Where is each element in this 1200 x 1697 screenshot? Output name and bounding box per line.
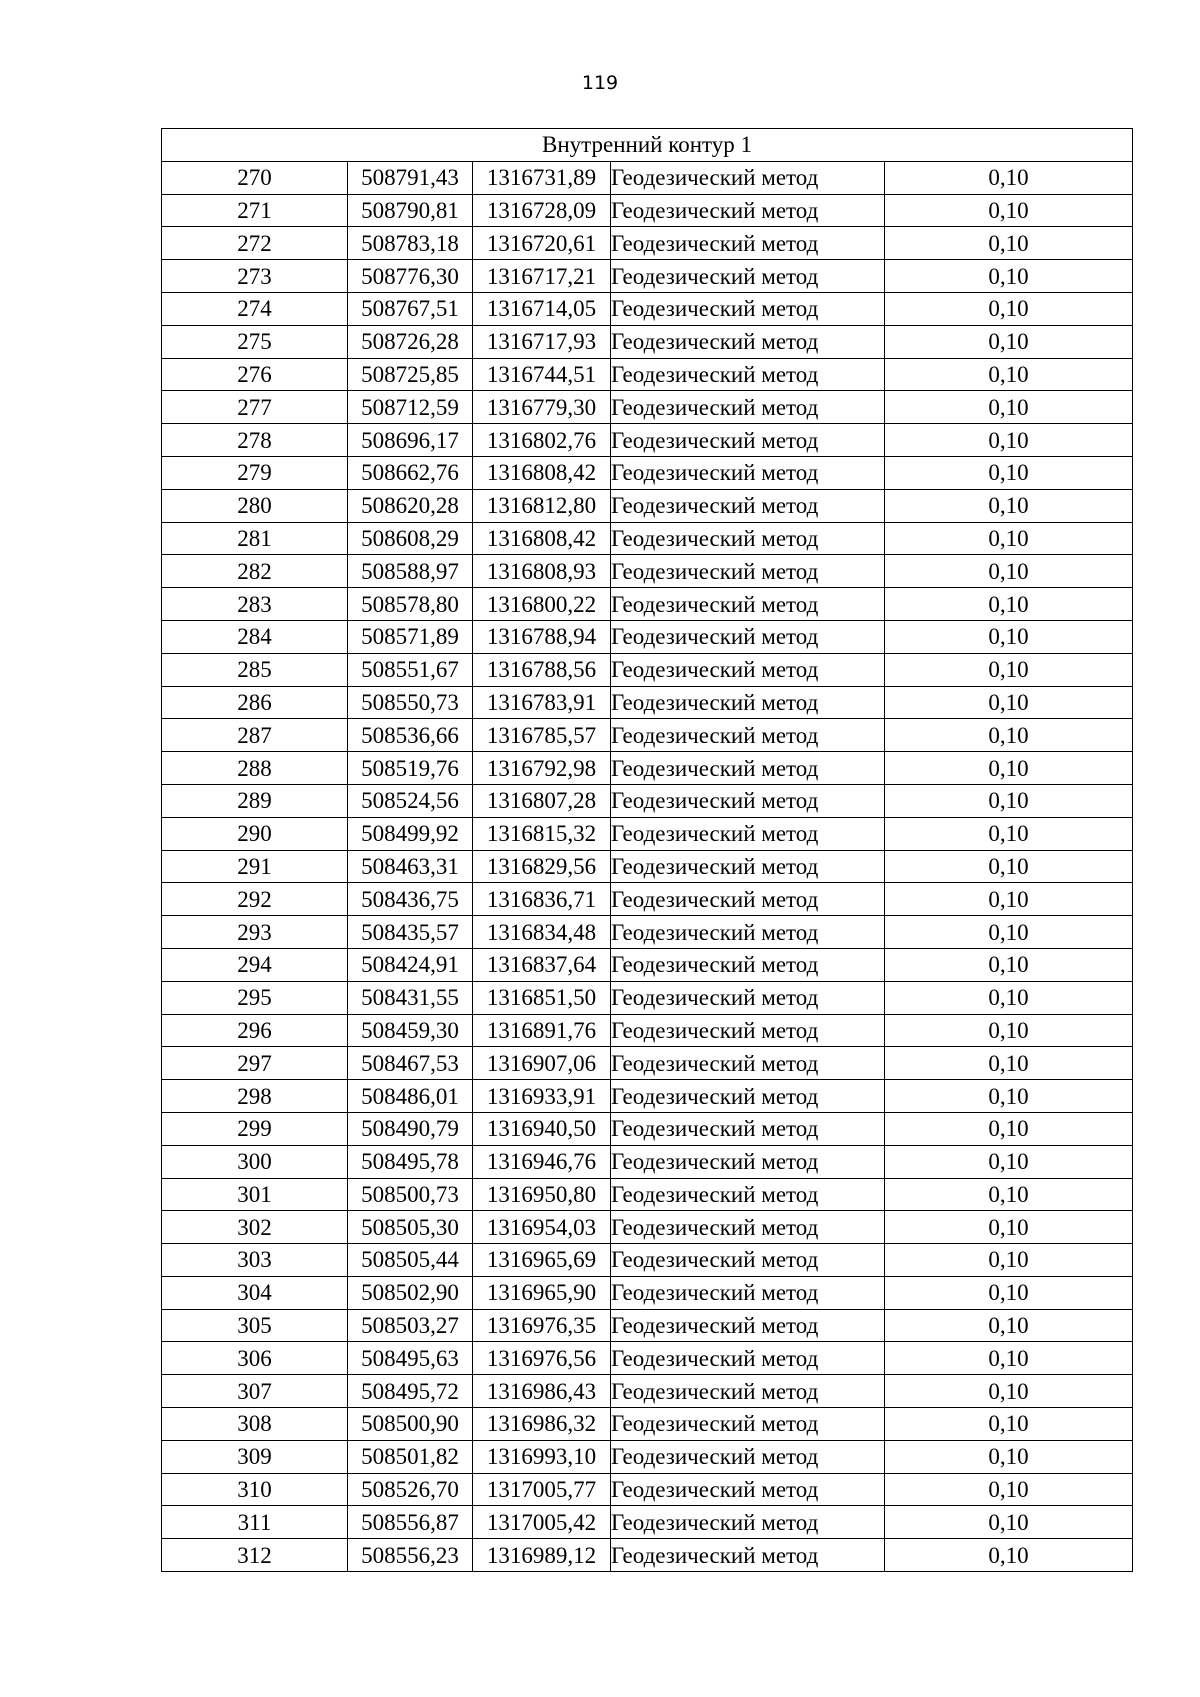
x-coordinate-cell: 508551,67 [348, 653, 473, 686]
x-coordinate-cell: 508783,18 [348, 227, 473, 260]
accuracy-cell: 0,10 [885, 1112, 1133, 1145]
y-coordinate-cell: 1316829,56 [473, 850, 611, 883]
x-coordinate-cell: 508436,75 [348, 883, 473, 916]
accuracy-cell: 0,10 [885, 456, 1133, 489]
point-number-cell: 306 [162, 1342, 348, 1375]
x-coordinate-cell: 508556,87 [348, 1506, 473, 1539]
table-row [162, 1506, 1133, 1539]
accuracy-cell: 0,10 [885, 1539, 1133, 1572]
accuracy-cell: 0,10 [885, 981, 1133, 1014]
accuracy-cell: 0,10 [885, 1408, 1133, 1441]
accuracy-cell: 0,10 [885, 1342, 1133, 1375]
table-row [162, 1014, 1133, 1047]
y-coordinate-cell: 1317005,42 [473, 1506, 611, 1539]
method-cell: Геодезический метод [611, 1014, 885, 1047]
point-number-cell: 285 [162, 653, 348, 686]
y-coordinate-cell: 1316965,90 [473, 1276, 611, 1309]
y-coordinate-cell: 1316976,56 [473, 1342, 611, 1375]
method-cell: Геодезический метод [611, 588, 885, 621]
y-coordinate-cell: 1316788,94 [473, 620, 611, 653]
point-number-cell: 292 [162, 883, 348, 916]
x-coordinate-cell: 508505,44 [348, 1244, 473, 1277]
table-row [162, 1440, 1133, 1473]
x-coordinate-cell: 508578,80 [348, 588, 473, 621]
point-number-cell: 308 [162, 1408, 348, 1441]
y-coordinate-cell: 1317005,77 [473, 1473, 611, 1506]
y-coordinate-cell: 1316940,50 [473, 1112, 611, 1145]
point-number-cell: 274 [162, 292, 348, 325]
method-cell: Геодезический метод [611, 752, 885, 785]
method-cell: Геодезический метод [611, 1211, 885, 1244]
accuracy-cell: 0,10 [885, 1211, 1133, 1244]
table-row [162, 1276, 1133, 1309]
point-number-cell: 295 [162, 981, 348, 1014]
point-number-cell: 300 [162, 1145, 348, 1178]
table-row [162, 1112, 1133, 1145]
accuracy-cell: 0,10 [885, 916, 1133, 949]
y-coordinate-cell: 1316802,76 [473, 424, 611, 457]
method-cell: Геодезический метод [611, 1080, 885, 1113]
accuracy-cell: 0,10 [885, 653, 1133, 686]
accuracy-cell: 0,10 [885, 391, 1133, 424]
table-row [162, 292, 1133, 325]
method-cell: Геодезический метод [611, 948, 885, 981]
accuracy-cell: 0,10 [885, 719, 1133, 752]
x-coordinate-cell: 508486,01 [348, 1080, 473, 1113]
method-cell: Геодезический метод [611, 292, 885, 325]
method-cell: Геодезический метод [611, 161, 885, 194]
y-coordinate-cell: 1316717,21 [473, 260, 611, 293]
table-row [162, 424, 1133, 457]
accuracy-cell: 0,10 [885, 948, 1133, 981]
point-number-cell: 294 [162, 948, 348, 981]
accuracy-cell: 0,10 [885, 1506, 1133, 1539]
point-number-cell: 275 [162, 325, 348, 358]
point-number-cell: 270 [162, 161, 348, 194]
accuracy-cell: 0,10 [885, 489, 1133, 522]
x-coordinate-cell: 508550,73 [348, 686, 473, 719]
method-cell: Геодезический метод [611, 620, 885, 653]
y-coordinate-cell: 1316744,51 [473, 358, 611, 391]
y-coordinate-cell: 1316800,22 [473, 588, 611, 621]
point-number-cell: 281 [162, 522, 348, 555]
y-coordinate-cell: 1316837,64 [473, 948, 611, 981]
method-cell: Геодезический метод [611, 1539, 885, 1572]
table-row [162, 784, 1133, 817]
point-number-cell: 301 [162, 1178, 348, 1211]
table-row [162, 588, 1133, 621]
table-row [162, 916, 1133, 949]
x-coordinate-cell: 508459,30 [348, 1014, 473, 1047]
x-coordinate-cell: 508776,30 [348, 260, 473, 293]
table-row [162, 620, 1133, 653]
accuracy-cell: 0,10 [885, 850, 1133, 883]
table-row [162, 981, 1133, 1014]
x-coordinate-cell: 508495,63 [348, 1342, 473, 1375]
coordinates-table [161, 128, 1133, 1572]
y-coordinate-cell: 1316986,32 [473, 1408, 611, 1441]
point-number-cell: 280 [162, 489, 348, 522]
point-number-cell: 299 [162, 1112, 348, 1145]
point-number-cell: 303 [162, 1244, 348, 1277]
accuracy-cell: 0,10 [885, 1080, 1133, 1113]
accuracy-cell: 0,10 [885, 752, 1133, 785]
x-coordinate-cell: 508519,76 [348, 752, 473, 785]
y-coordinate-cell: 1316731,89 [473, 161, 611, 194]
point-number-cell: 297 [162, 1047, 348, 1080]
x-coordinate-cell: 508791,43 [348, 161, 473, 194]
point-number-cell: 293 [162, 916, 348, 949]
method-cell: Геодезический метод [611, 424, 885, 457]
x-coordinate-cell: 508500,90 [348, 1408, 473, 1441]
x-coordinate-cell: 508725,85 [348, 358, 473, 391]
table-row [162, 489, 1133, 522]
x-coordinate-cell: 508495,72 [348, 1375, 473, 1408]
accuracy-cell: 0,10 [885, 227, 1133, 260]
x-coordinate-cell: 508608,29 [348, 522, 473, 555]
table-row [162, 1309, 1133, 1342]
accuracy-cell: 0,10 [885, 1473, 1133, 1506]
y-coordinate-cell: 1316954,03 [473, 1211, 611, 1244]
point-number-cell: 310 [162, 1473, 348, 1506]
method-cell: Геодезический метод [611, 719, 885, 752]
method-cell: Геодезический метод [611, 1440, 885, 1473]
y-coordinate-cell: 1316807,28 [473, 784, 611, 817]
table-row [162, 850, 1133, 883]
point-number-cell: 289 [162, 784, 348, 817]
method-cell: Геодезический метод [611, 850, 885, 883]
x-coordinate-cell: 508495,78 [348, 1145, 473, 1178]
point-number-cell: 273 [162, 260, 348, 293]
x-coordinate-cell: 508502,90 [348, 1276, 473, 1309]
method-cell: Геодезический метод [611, 555, 885, 588]
y-coordinate-cell: 1316834,48 [473, 916, 611, 949]
y-coordinate-cell: 1316815,32 [473, 817, 611, 850]
method-cell: Геодезический метод [611, 1408, 885, 1441]
table-row [162, 227, 1133, 260]
x-coordinate-cell: 508431,55 [348, 981, 473, 1014]
x-coordinate-cell: 508500,73 [348, 1178, 473, 1211]
method-cell: Геодезический метод [611, 325, 885, 358]
point-number-cell: 287 [162, 719, 348, 752]
table-row [162, 1375, 1133, 1408]
section-header-row [162, 129, 1133, 162]
y-coordinate-cell: 1316989,12 [473, 1539, 611, 1572]
table-row [162, 653, 1133, 686]
x-coordinate-cell: 508696,17 [348, 424, 473, 457]
table-row [162, 1047, 1133, 1080]
point-number-cell: 307 [162, 1375, 348, 1408]
method-cell: Геодезический метод [611, 883, 885, 916]
accuracy-cell: 0,10 [885, 292, 1133, 325]
table-row [162, 1178, 1133, 1211]
method-cell: Геодезический метод [611, 1178, 885, 1211]
table-row [162, 1211, 1133, 1244]
table-row [162, 1539, 1133, 1572]
x-coordinate-cell: 508620,28 [348, 489, 473, 522]
table-row [162, 260, 1133, 293]
point-number-cell: 290 [162, 817, 348, 850]
method-cell: Геодезический метод [611, 227, 885, 260]
table-row [162, 752, 1133, 785]
accuracy-cell: 0,10 [885, 325, 1133, 358]
method-cell: Геодезический метод [611, 1375, 885, 1408]
table-row [162, 817, 1133, 850]
table-row [162, 1408, 1133, 1441]
x-coordinate-cell: 508490,79 [348, 1112, 473, 1145]
accuracy-cell: 0,10 [885, 588, 1133, 621]
y-coordinate-cell: 1316933,91 [473, 1080, 611, 1113]
y-coordinate-cell: 1316993,10 [473, 1440, 611, 1473]
y-coordinate-cell: 1316851,50 [473, 981, 611, 1014]
table-row [162, 522, 1133, 555]
y-coordinate-cell: 1316720,61 [473, 227, 611, 260]
table-row [162, 1473, 1133, 1506]
method-cell: Геодезический метод [611, 686, 885, 719]
y-coordinate-cell: 1316836,71 [473, 883, 611, 916]
y-coordinate-cell: 1316808,42 [473, 522, 611, 555]
y-coordinate-cell: 1316946,76 [473, 1145, 611, 1178]
y-coordinate-cell: 1316976,35 [473, 1309, 611, 1342]
method-cell: Геодезический метод [611, 784, 885, 817]
table-row [162, 161, 1133, 194]
table-row [162, 1080, 1133, 1113]
table-row [162, 456, 1133, 489]
x-coordinate-cell: 508503,27 [348, 1309, 473, 1342]
point-number-cell: 277 [162, 391, 348, 424]
y-coordinate-cell: 1316783,91 [473, 686, 611, 719]
table-row [162, 1342, 1133, 1375]
table-row [162, 883, 1133, 916]
method-cell: Геодезический метод [611, 456, 885, 489]
point-number-cell: 288 [162, 752, 348, 785]
accuracy-cell: 0,10 [885, 784, 1133, 817]
y-coordinate-cell: 1316891,76 [473, 1014, 611, 1047]
method-cell: Геодезический метод [611, 489, 885, 522]
y-coordinate-cell: 1316717,93 [473, 325, 611, 358]
x-coordinate-cell: 508556,23 [348, 1539, 473, 1572]
accuracy-cell: 0,10 [885, 817, 1133, 850]
method-cell: Геодезический метод [611, 260, 885, 293]
table-row [162, 719, 1133, 752]
accuracy-cell: 0,10 [885, 260, 1133, 293]
point-number-cell: 305 [162, 1309, 348, 1342]
accuracy-cell: 0,10 [885, 522, 1133, 555]
y-coordinate-cell: 1316812,80 [473, 489, 611, 522]
table-row [162, 948, 1133, 981]
x-coordinate-cell: 508501,82 [348, 1440, 473, 1473]
x-coordinate-cell: 508524,56 [348, 784, 473, 817]
x-coordinate-cell: 508526,70 [348, 1473, 473, 1506]
point-number-cell: 278 [162, 424, 348, 457]
accuracy-cell: 0,10 [885, 620, 1133, 653]
table-row [162, 686, 1133, 719]
table-row [162, 555, 1133, 588]
y-coordinate-cell: 1316792,98 [473, 752, 611, 785]
method-cell: Геодезический метод [611, 1506, 885, 1539]
point-number-cell: 296 [162, 1014, 348, 1047]
method-cell: Геодезический метод [611, 358, 885, 391]
x-coordinate-cell: 508790,81 [348, 194, 473, 227]
table-row [162, 358, 1133, 391]
accuracy-cell: 0,10 [885, 1276, 1133, 1309]
y-coordinate-cell: 1316907,06 [473, 1047, 611, 1080]
point-number-cell: 291 [162, 850, 348, 883]
accuracy-cell: 0,10 [885, 1309, 1133, 1342]
method-cell: Геодезический метод [611, 1473, 885, 1506]
point-number-cell: 276 [162, 358, 348, 391]
x-coordinate-cell: 508712,59 [348, 391, 473, 424]
table-row [162, 325, 1133, 358]
point-number-cell: 271 [162, 194, 348, 227]
point-number-cell: 302 [162, 1211, 348, 1244]
y-coordinate-cell: 1316808,93 [473, 555, 611, 588]
point-number-cell: 279 [162, 456, 348, 489]
y-coordinate-cell: 1316714,05 [473, 292, 611, 325]
table-row [162, 1244, 1133, 1277]
point-number-cell: 284 [162, 620, 348, 653]
y-coordinate-cell: 1316986,43 [473, 1375, 611, 1408]
table-row [162, 391, 1133, 424]
method-cell: Геодезический метод [611, 522, 885, 555]
x-coordinate-cell: 508467,53 [348, 1047, 473, 1080]
table-row [162, 194, 1133, 227]
accuracy-cell: 0,10 [885, 555, 1133, 588]
y-coordinate-cell: 1316965,69 [473, 1244, 611, 1277]
method-cell: Геодезический метод [611, 817, 885, 850]
accuracy-cell: 0,10 [885, 424, 1133, 457]
y-coordinate-cell: 1316950,80 [473, 1178, 611, 1211]
method-cell: Геодезический метод [611, 194, 885, 227]
y-coordinate-cell: 1316785,57 [473, 719, 611, 752]
y-coordinate-cell: 1316808,42 [473, 456, 611, 489]
method-cell: Геодезический метод [611, 391, 885, 424]
accuracy-cell: 0,10 [885, 883, 1133, 916]
method-cell: Геодезический метод [611, 916, 885, 949]
x-coordinate-cell: 508536,66 [348, 719, 473, 752]
x-coordinate-cell: 508662,76 [348, 456, 473, 489]
x-coordinate-cell: 508505,30 [348, 1211, 473, 1244]
accuracy-cell: 0,10 [885, 1244, 1133, 1277]
accuracy-cell: 0,10 [885, 1145, 1133, 1178]
point-number-cell: 286 [162, 686, 348, 719]
page-number: 119 [581, 72, 619, 94]
coordinates-table-body [162, 129, 1133, 1572]
accuracy-cell: 0,10 [885, 1178, 1133, 1211]
x-coordinate-cell: 508435,57 [348, 916, 473, 949]
point-number-cell: 283 [162, 588, 348, 621]
point-number-cell: 309 [162, 1440, 348, 1473]
method-cell: Геодезический метод [611, 1112, 885, 1145]
accuracy-cell: 0,10 [885, 194, 1133, 227]
y-coordinate-cell: 1316788,56 [473, 653, 611, 686]
y-coordinate-cell: 1316728,09 [473, 194, 611, 227]
accuracy-cell: 0,10 [885, 358, 1133, 391]
accuracy-cell: 0,10 [885, 1014, 1133, 1047]
x-coordinate-cell: 508424,91 [348, 948, 473, 981]
point-number-cell: 312 [162, 1539, 348, 1572]
method-cell: Геодезический метод [611, 981, 885, 1014]
accuracy-cell: 0,10 [885, 1440, 1133, 1473]
accuracy-cell: 0,10 [885, 1047, 1133, 1080]
section-title: Внутренний контур 1 [162, 129, 1133, 162]
method-cell: Геодезический метод [611, 1047, 885, 1080]
point-number-cell: 304 [162, 1276, 348, 1309]
point-number-cell: 311 [162, 1506, 348, 1539]
point-number-cell: 282 [162, 555, 348, 588]
table-row [162, 1145, 1133, 1178]
accuracy-cell: 0,10 [885, 1375, 1133, 1408]
method-cell: Геодезический метод [611, 1342, 885, 1375]
x-coordinate-cell: 508463,31 [348, 850, 473, 883]
method-cell: Геодезический метод [611, 1244, 885, 1277]
method-cell: Геодезический метод [611, 1309, 885, 1342]
x-coordinate-cell: 508767,51 [348, 292, 473, 325]
accuracy-cell: 0,10 [885, 686, 1133, 719]
method-cell: Геодезический метод [611, 1145, 885, 1178]
x-coordinate-cell: 508726,28 [348, 325, 473, 358]
method-cell: Геодезический метод [611, 653, 885, 686]
accuracy-cell: 0,10 [885, 161, 1133, 194]
x-coordinate-cell: 508499,92 [348, 817, 473, 850]
x-coordinate-cell: 508571,89 [348, 620, 473, 653]
point-number-cell: 272 [162, 227, 348, 260]
x-coordinate-cell: 508588,97 [348, 555, 473, 588]
method-cell: Геодезический метод [611, 1276, 885, 1309]
y-coordinate-cell: 1316779,30 [473, 391, 611, 424]
point-number-cell: 298 [162, 1080, 348, 1113]
